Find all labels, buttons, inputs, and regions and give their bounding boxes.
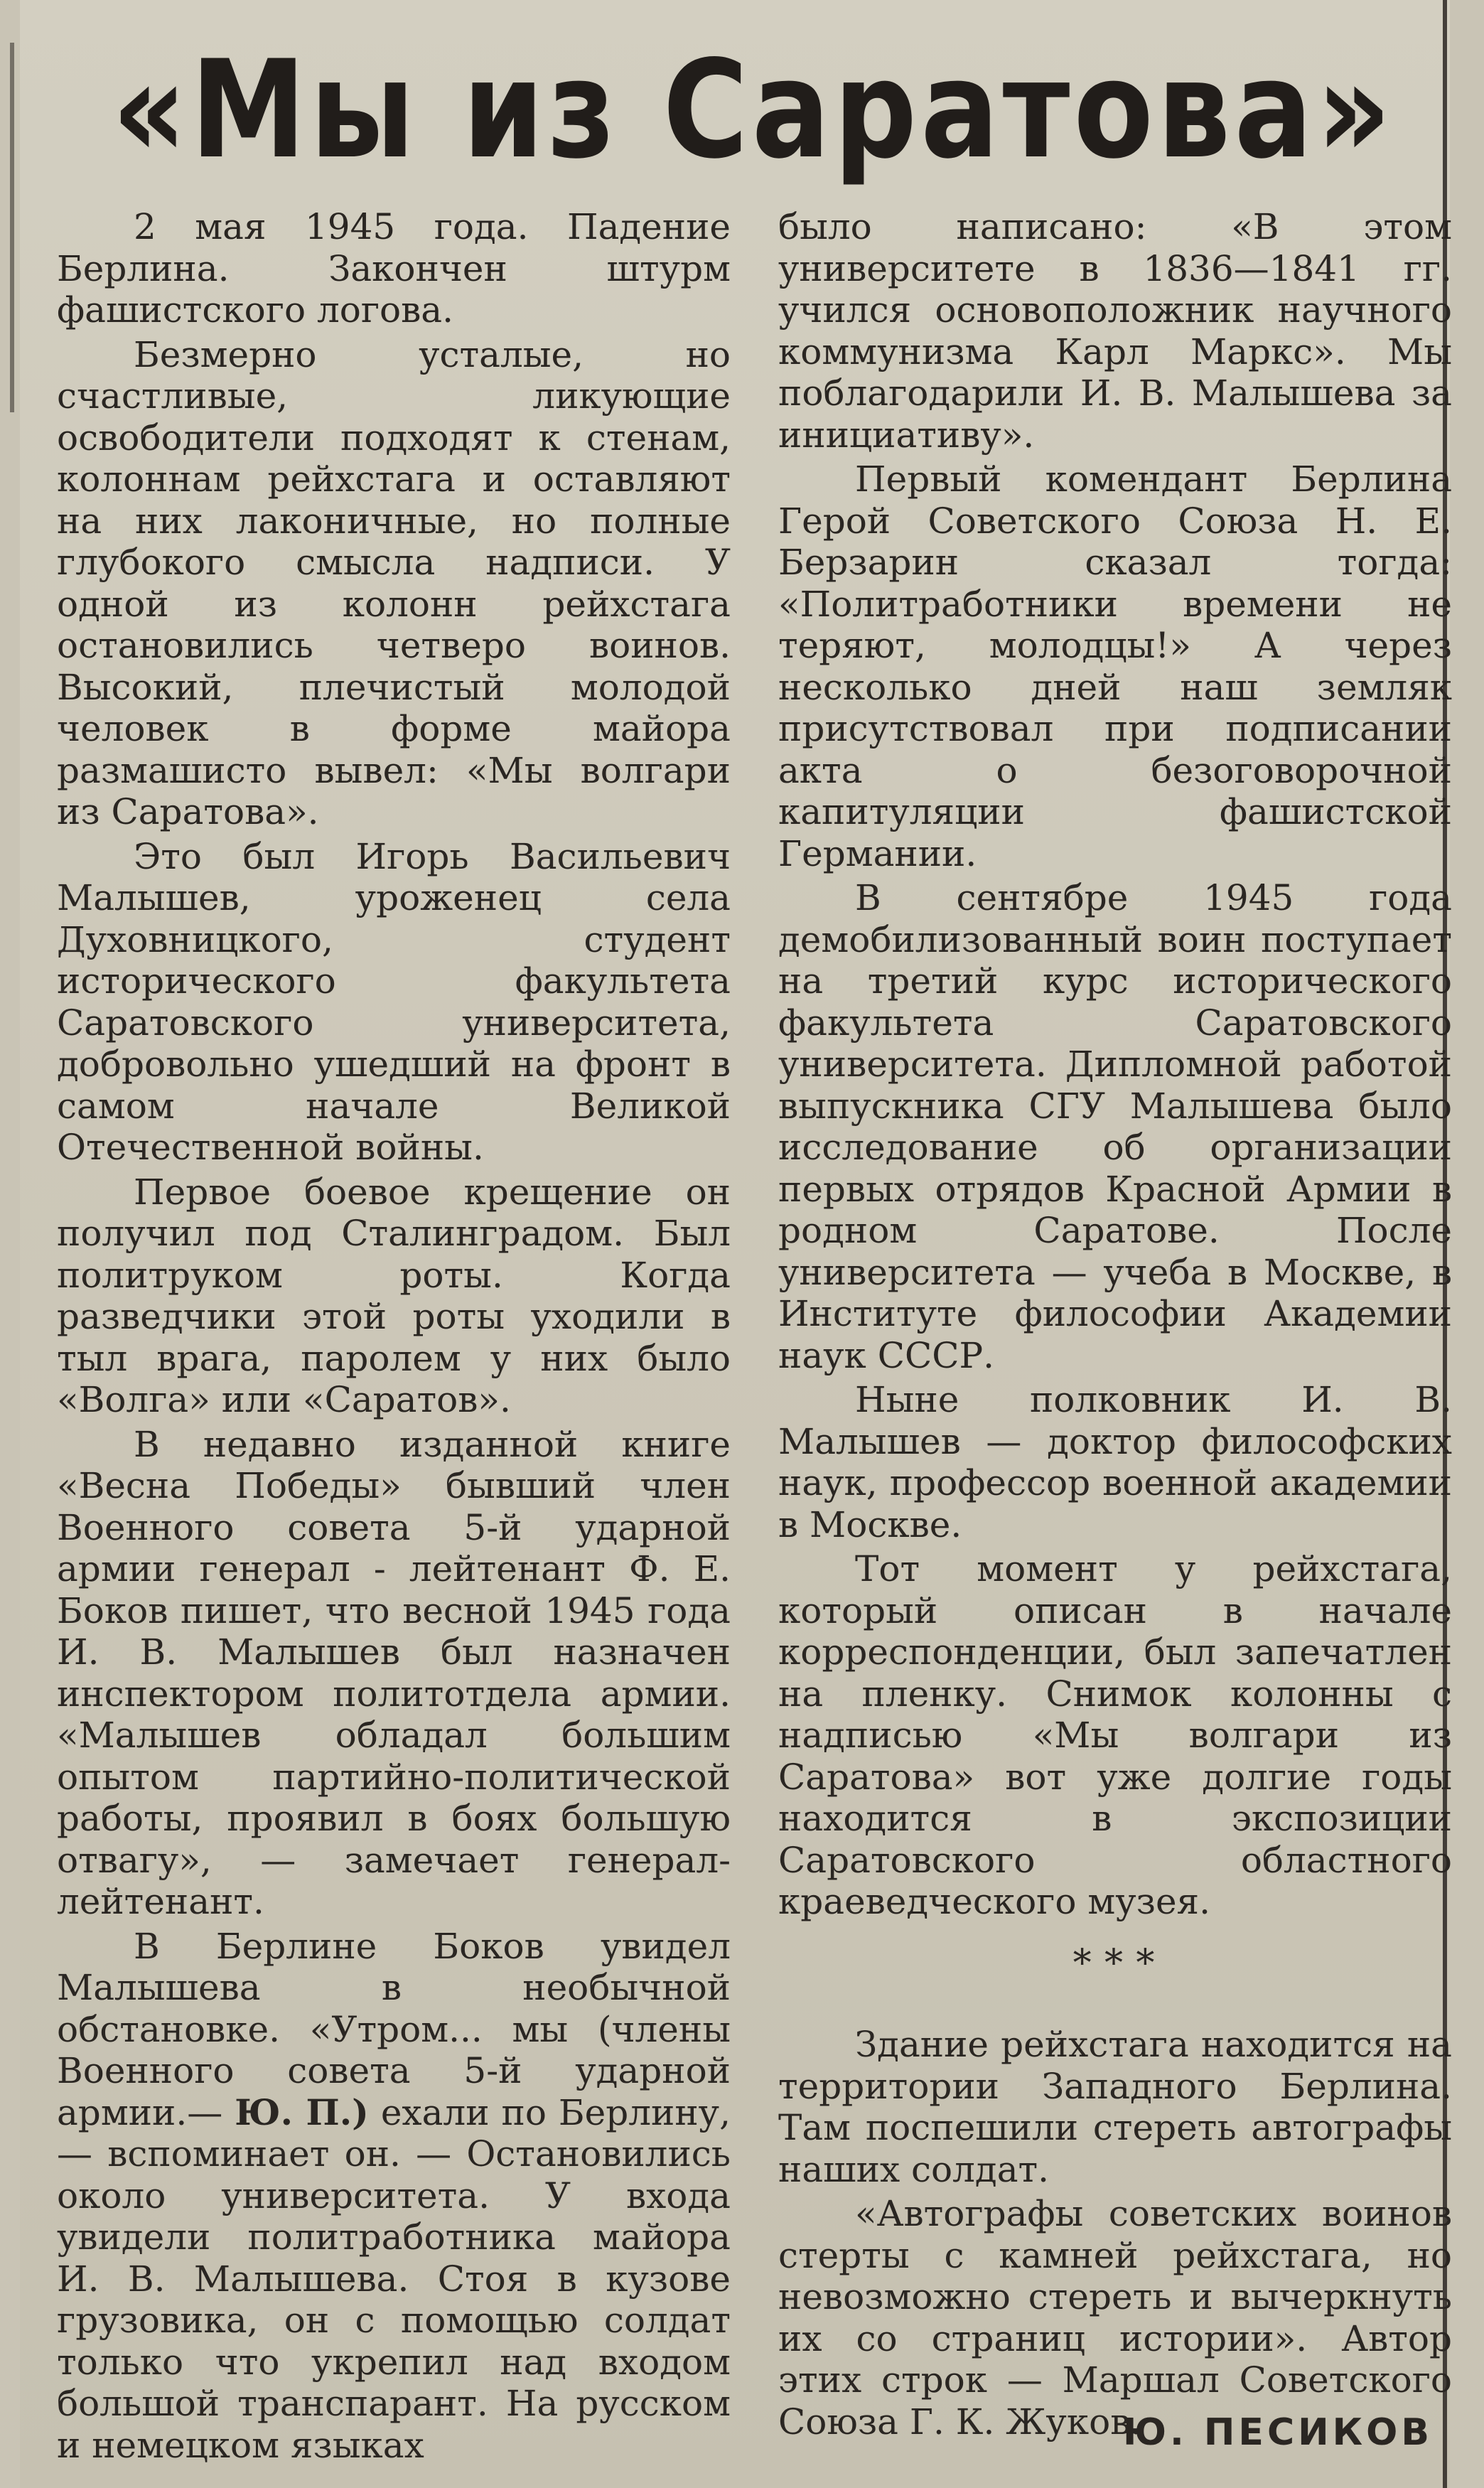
paragraph: «Автографы советских воинов стерты с камней рейхстага, но невозможно стереть и вычеркнуть их со страниц истории». Автор этих строк — Маршал Советского Союза Г. К. Жуков. — [778, 2193, 1452, 2443]
paragraph: В сентябре 1945 года демобилизованный воин поступает на третий курс исторического факультета Саратовского университета. Дипломной работой выпускника СГУ Малышева было исследование об организации первых отрядов Красной Армии в родном Саратове. После университета — учеба в Москве, в Институте философии Академии наук СССР. — [778, 877, 1452, 1376]
paragraph: Ныне полковник И. В. Малышев — доктор философских наук, профессор военной академии в Москве. — [778, 1379, 1452, 1545]
paragraph: В недавно изданной книге «Весна Победы» бывший член Военного совета 5-й ударной армии генерал - лейтенант Ф. Е. Боков пишет, что весной 1945 года И. В. Малышев был назначен инспектором политотдела армии. «Малышев обладал большим опытом партийно-политической работы, проявил в боях большую отвагу», — замечает генерал-лейтенант. — [57, 1423, 731, 1922]
paragraph: 2 мая 1945 года. Падение Берлина. Закончен штурм фашистского логова. — [57, 206, 731, 331]
paragraph: Безмерно усталые, но счастливые, ликующие освободители подходят к стенам, колоннам рейхстага и оставляют на них лаконичные, но полные глубокого смысла надписи. У одной из колонн рейхстага остановились четверо воинов. Высокий, плечистый молодой человек в форме майора размашисто вывел: «Мы волгари из Саратова». — [57, 333, 731, 832]
headline: «Мы из Саратова» — [112, 31, 1395, 188]
paragraph — [57, 1926, 731, 2467]
paragraph: Это был Игорь Васильевич Малышев, уроженец села Духовницкого, студент исторического факультета Саратовского университета, добровольно ушедший на фронт в самом начале Великой Отечественной войны. — [57, 835, 731, 1168]
paragraph: Тот момент у рейхстага, который описан в начале корреспонденции, был запечатлен на пленку. Снимок колонны с надписью «Мы волгари из Саратова» вот уже долгие годы находится в экспозиции Саратовского областного краеведческого музея. — [778, 1548, 1452, 1922]
left-column-rule — [10, 43, 14, 412]
paragraph: Здание рейхстага находится на территории Западного Берлина. Там поспешили стереть автографы наших солдат. — [778, 2024, 1452, 2190]
paragraph: Первый комендант Берлина Герой Советского Союза Н. Е. Берзарин сказал тогда: «Политработники времени не теряют, молодцы!» А через несколько дней наш земляк присутствовал при подписании акта о безоговорочной капитуляции фашистской Германии. — [778, 459, 1452, 874]
paragraph: было написано: «В этом университете в 1836—1841 гг. учился основоположник научного коммунизма Карл Маркс». Мы поблагодарили И. В. Малышева за инициативу». — [778, 206, 1452, 456]
paragraph-text: В Берлине Боков увидел Малышева в необычной обстановке. «Утром... мы (члены Военного совета 5-й ударной армии.— — [57, 1925, 731, 2133]
author-initials: Ю. П.) — [235, 2091, 369, 2133]
right-column — [778, 206, 1452, 2445]
paragraph: Первое боевое крещение он получил под Сталинградом. Был политруком роты. Когда разведчики этой роты уходили в тыл врага, паролем у них было «Волга» или «Саратов». — [57, 1171, 731, 1420]
byline: Ю. ПЕСИКОВ — [1123, 2411, 1433, 2454]
paragraph-text: ехали по Берлину, — вспоминает он. — Остановились около университета. У входа увидели политработника майора И. В. Малышева. Стоя в кузове грузовика, он с помощью солдат только что укрепил над входом большой транспарант. На русском и немецком языках — [57, 2091, 731, 2466]
section-separator: * * * — [1072, 1941, 1158, 1985]
left-column — [57, 206, 731, 2469]
